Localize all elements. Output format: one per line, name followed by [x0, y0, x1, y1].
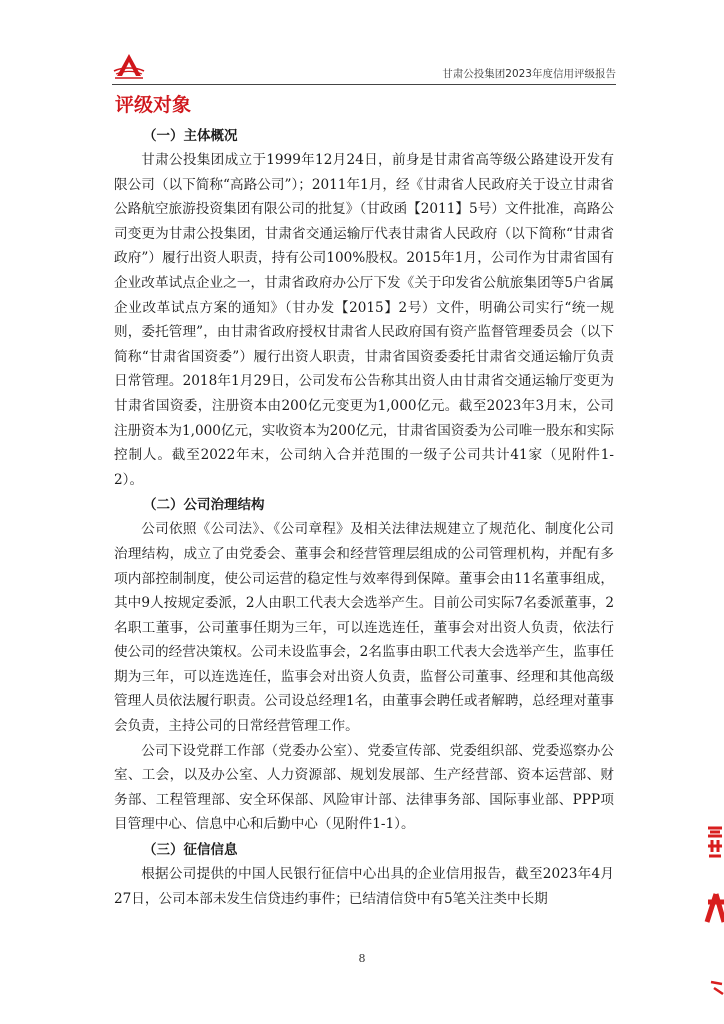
page-body — [114, 124, 614, 911]
page-number: 8 — [358, 952, 366, 965]
body-paragraph: 公司依照《公司法》、《公司章程》及相关法律法规建立了规范化、制度化公司治理结构，成立了由党委会、董事会和经营管理层组成的公司管理机构，并配有多项内部控制制度，使公司运营的稳定性与效率得到保障。董事会由11名董事组成，其中9人按规定委派，2人由职工代表大会选举产生。目前公司实际7名委派董事，2名职工董事，公司董事任期为三年，可以连选连任，董事会对出资人负责，依法行使公司的经营决策权。公司未设监事会，2名监事由职工代表大会选举产生，监事任期为三年，可以连选连任，监事会对出资人负责，监督公司董事、经理和其他高级管理人员依法履行职责。公司设总经理1名，由董事会聘任或者解聘，总经理对董事会负责，主持公司的日常经营管理工作。 — [114, 521, 614, 735]
subsection-heading: （一）主体概况 — [143, 128, 238, 144]
header-divider — [112, 84, 616, 85]
subsection-heading: （二）公司治理结构 — [143, 497, 265, 514]
company-logo-icon — [112, 52, 146, 80]
section-title: 评级对象 — [115, 94, 192, 116]
body-paragraph: 公司下设党群工作部（党委办公室）、党委宣传部、党委组织部、党委巡察办公室、工会，以及办公室、人力资源部、规划发展部、生产经营部、资本运营部、财务部、工程管理部、安全环保部、风险审计部、法律事务部、国际事业部、PPP项目管理中心、信息中心和后勤中心（见附件1-1）。 — [114, 742, 614, 833]
report-header-title: 甘肃公投集团2023年度信用评级报告 — [442, 68, 616, 80]
subsection-heading: （三）征信信息 — [143, 842, 238, 859]
body-paragraph: 根据公司提供的中国人民银行征信中心出具的企业信用报告，截至2023年4月27日，公司本部未发生信贷违约事件；已结清信贷中有5笔关注类中长期 — [114, 866, 614, 907]
body-paragraph: 甘肃公投集团成立于1999年12月24日，前身是甘肃省高等级公路建设开发有限公司（以下简称“高路公司”）；2011年1月，经《甘肃省人民政府关于设立甘肃省公路航空旅游投资集团有限公司的批复》（甘政函【2011】5号）文件批准，高路公司变更为甘肃公投集团，甘肃省交通运输厅代表甘肃省人民政府（以下简称“甘肃省政府”）履行出资人职责，持有公司100%股权。2015年1月，公司作为甘肃省国有企业改革试点企业之一，甘肃省政府办公厅下发《关于印发省公航旅集团等5户省属企业改革试点方案的通知》（甘办发【2015】2号）文件，明确公司实行“统一规则，委托管理”，由甘肃省政府授权甘肃省人民政府国有资产监督管理委员会（以下简称“甘肃省国资委”）履行出资人职责，甘肃省国资委委托甘肃省交通运输厅负责日常管理。2018年1月29日，公司发布公告称其出资人由甘肃省交通运输厅变更为甘肃省国资委，注册资本由200亿元变更为1,000亿元。截至2023年3月末，公司注册资本为1,000亿元，实收资本为200亿元，甘肃省国资委为公司唯一股东和实际控制人。截至2022年末，公司纳入合并范围的一级子公司共计41家（见附件1-2）。 — [114, 152, 614, 488]
red-seal-stamp-icon — [704, 822, 724, 1022]
